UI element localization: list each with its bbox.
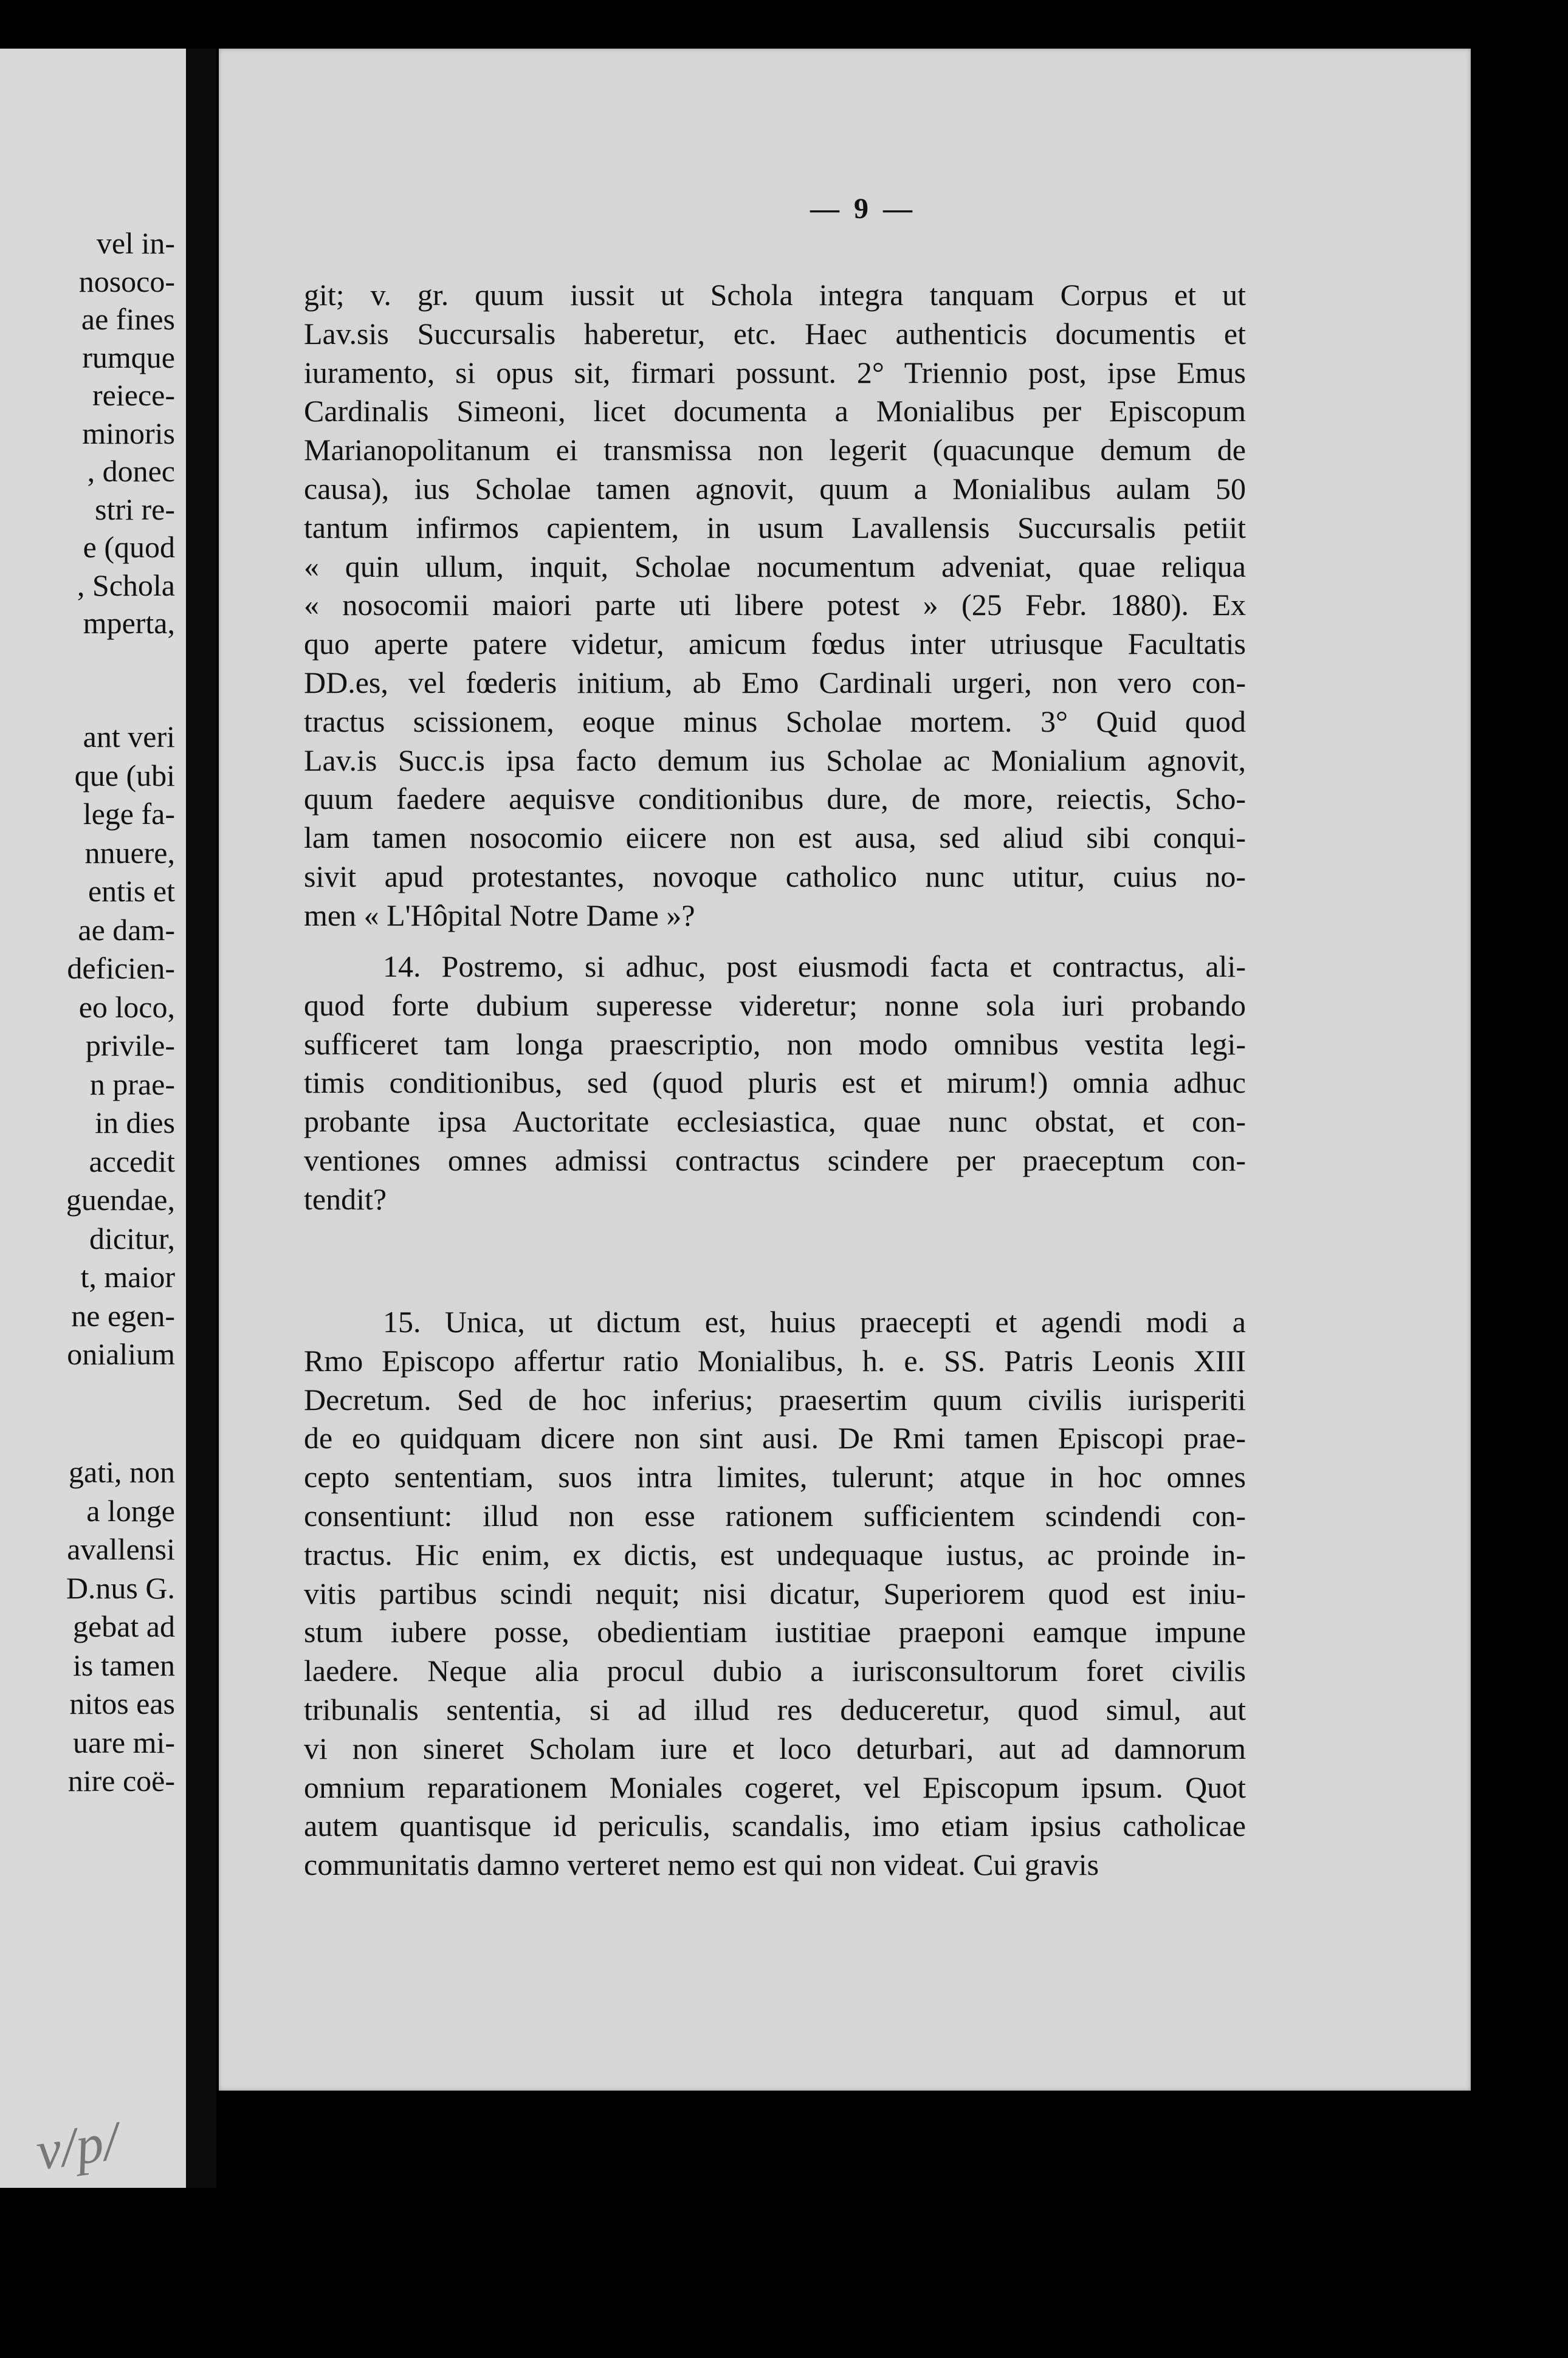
left-page-line: ae dam- (78, 912, 175, 947)
left-page-line: ant veri (83, 720, 175, 754)
text-line: tribunalis sententia, si ad illud res deduceretur, quod simul, aut (304, 1693, 1246, 1727)
text-line: Lav.sis Succursalis haberetur, etc. Haec authenticis documentis et (304, 316, 1246, 351)
text-line: tendit? (304, 1181, 387, 1216)
left-page-line: t, maior (80, 1260, 175, 1294)
text-line: sufficeret tam longa praescriptio, non modo omnibus vestita legi- (304, 1026, 1246, 1061)
text-line: Cardinalis Simeoni, licet documenta a Monialibus per Episcopum (304, 394, 1246, 428)
text-line: « nosocomii maiori parte uti libere potest » (25 Febr. 1880). Ex (304, 588, 1246, 622)
left-page-line: in dies (95, 1105, 175, 1139)
left-page-line: rumque (82, 340, 175, 374)
text-line: consentiunt: illud non esse rationem sufficientem scindendi con- (304, 1499, 1246, 1533)
text-line: cepto sententiam, suos intra limites, tulerunt; atque in hoc omnes (304, 1460, 1246, 1494)
left-page-line: gati, non (69, 1455, 175, 1489)
left-page-line: reiece- (92, 378, 175, 412)
text-line: omnium reparationem Moniales cogeret, vel Episcopum ipsum. Quot (304, 1770, 1246, 1804)
text-line: quod forte dubium superesse videretur; nonne sola iuri probando (304, 988, 1246, 1022)
left-page-line: , Schola (77, 568, 175, 602)
text-line: tractus scissionem, eoque minus Scholae mortem. 3° Quid quod (304, 704, 1246, 738)
left-page-line: is tamen (72, 1648, 175, 1682)
left-page-line: nitos eas (69, 1686, 175, 1720)
left-page-line: stri re- (95, 492, 175, 526)
text-line: lam tamen nosocomio eiicere non est ausa, sed aliud sibi conqui- (304, 820, 1246, 855)
left-page-line: vel in- (96, 226, 175, 260)
text-line: communitatis damno verteret nemo est qui non videat. Cui gravis (304, 1848, 1099, 1882)
left-page-line: guendae, (66, 1183, 175, 1217)
left-page-line: n prae- (89, 1067, 175, 1101)
left-page-line: avallensi (67, 1532, 175, 1566)
left-page-line: que (ubi (74, 758, 175, 792)
page-number: — 9 — (810, 193, 916, 225)
left-page-line: gebat ad (73, 1609, 175, 1643)
text-line: DD.es, vel fœderis initium, ab Emo Cardinali urgeri, non vero con- (304, 665, 1246, 699)
left-page-line: a longe (86, 1493, 175, 1528)
text-line: quo aperte patere videtur, amicum fœdus inter utriusque Facultatis (304, 627, 1246, 661)
text-line: autem quantisque id periculis, scandalis, imo etiam ipsius catholicae (304, 1809, 1246, 1843)
right-page (219, 49, 1471, 2091)
left-page-line: D.nus G. (66, 1570, 175, 1605)
left-page-line: nnuere, (84, 835, 175, 870)
left-page-line: ae fines (81, 302, 175, 336)
text-line: iuramento, si opus sit, firmari possunt. 2° Triennio post, ipse Emus (304, 355, 1246, 390)
text-line: sivit apud protestantes, novoque catholico nunc utitur, cuius no- (304, 859, 1246, 893)
text-line: tractus. Hic enim, ex dictis, est undequaque iustus, ac proinde in- (304, 1537, 1246, 1572)
text-line: de eo quidquam dicere non sint ausi. De Rmi tamen Episcopi prae- (304, 1421, 1246, 1456)
left-page-line: e (quod (83, 530, 175, 564)
left-page-line: nire coë- (67, 1764, 175, 1798)
left-page-line: entis et (88, 874, 175, 908)
text-line: tantum infirmos capientem, in usum Lavallensis Succursalis petiit (304, 510, 1246, 545)
left-page-line: privile- (85, 1028, 175, 1062)
text-line: laedere. Neque alia procul dubio a iurisconsultorum foret civilis (304, 1654, 1246, 1688)
text-line: probante ipsa Auctoritate ecclesiastica, quae nunc obstat, et con- (304, 1104, 1246, 1139)
left-page-line: dicitur, (89, 1221, 175, 1256)
text-line: git; v. gr. quum iussit ut Schola integra tanquam Corpus et ut (304, 278, 1246, 312)
left-page-line: uare mi- (73, 1725, 175, 1759)
left-page-line: ne egen- (71, 1298, 175, 1333)
left-page-line: onialium (67, 1337, 175, 1371)
book-gutter (186, 49, 216, 2188)
left-page-line: mperta, (83, 606, 175, 640)
text-line: timis conditionibus, sed (quod pluris est et mirum!) omnia adhuc (304, 1065, 1246, 1100)
text-line: vi non sineret Scholam iure et loco deturbari, aut ad damnorum (304, 1731, 1246, 1765)
text-line: stum iubere posse, obedientiam iustitiae praeponi eamque impune (304, 1615, 1246, 1649)
text-line: 14. Postremo, si adhuc, post eiusmodi facta et contractus, ali- (383, 949, 1246, 983)
text-line: Marianopolitanum ei transmissa non legerit (quacunque demum de (304, 433, 1246, 467)
text-line: « quin ullum, inquit, Scholae nocumentum adveniat, quae reliqua (304, 549, 1246, 583)
text-line: 15. Unica, ut dictum est, huius praecepti et agendi modi a (383, 1305, 1246, 1339)
left-page-line: lege fa- (83, 797, 175, 831)
text-line: men « L'Hôpital Notre Dame »? (304, 898, 695, 932)
handwritten-mark: v/p/ (32, 2111, 123, 2182)
text-line: quum faedere aequisve conditionibus dure, de more, reiectis, Scho- (304, 782, 1246, 816)
left-page-line: nosoco- (78, 264, 175, 298)
text-line: Lav.is Succ.is ipsa facto demum ius Scholae ac Monialium agnovit, (304, 743, 1246, 777)
text-line: Decretum. Sed de hoc inferius; praesertim quum civilis iurisperiti (304, 1382, 1246, 1417)
left-page-line: minoris (82, 416, 175, 450)
text-line: vitis partibus scindi nequit; nisi dicatur, Superiorem quod est iniu- (304, 1576, 1246, 1610)
left-page-line: , donec (87, 454, 175, 488)
left-page-fragment (0, 49, 186, 2188)
left-page-line: accedit (89, 1144, 175, 1178)
left-page-line: eo loco, (78, 989, 175, 1024)
text-line: causa), ius Scholae tamen agnovit, quum a Monialibus aulam 50 (304, 472, 1246, 506)
text-line: Rmo Episcopo affertur ratio Monialibus, h. e. SS. Patris Leonis XIII (304, 1343, 1246, 1378)
left-page-line: deficien- (67, 951, 175, 985)
text-line: ventiones omnes admissi contractus scindere per praeceptum con- (304, 1143, 1246, 1177)
